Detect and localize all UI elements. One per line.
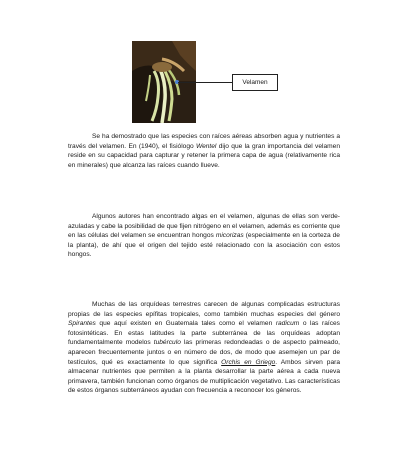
paragraph-algae [68,212,340,260]
paragraph-text: o las raíces fotosintéticas. En estas latitudes la parte subterránea de las orquídeas adoptan fundamentalmente modelos [68,320,340,347]
italic-term: micorizas [215,232,244,240]
paragraph-text: (especialmente en la corteza de la planta), de ahí que el origen del tejido esté relacionado con la asociación con estos hongos. [68,232,340,259]
paragraph-velamen-absorption [68,132,340,170]
callout-line [178,82,232,83]
paragraph-text: que aquí existen en Guatemala tales como el velamen [95,320,276,328]
paragraph-text: Muchas de las orquídeas terrestres carecen de algunas complicadas estructuras propias de las especies epífitas tropicales, como también muchas especies del género [68,301,340,318]
paragraph-text: Se ha demostrado que las especies con raíces aéreas absorben agua y nutrientes a través del velamen. En (1940), el fisiólogo [68,133,340,150]
paragraph-terrestrial-orchids [68,300,340,396]
paragraph-text: Algunos autores han encontrado algas en el velamen, algunas de ellas son verde-azuladas y cabe la posibilidad de que fijen nitrógeno en el velamen, además es corriente que en las células del velamen se encuentran hongos [68,213,340,240]
italic-term: tubérculo [153,339,181,347]
underlined-term: Orchis en Griego [221,358,276,366]
italic-term: radicum [275,320,300,328]
paragraph-text: . Ambos sirven para almacenar nutrientes que permiten a la planta desarrollar la parte aérea a cada nueva primavera, también funcionan como órganos de multiplicación vegetativo. Las características de estos órganos subterráneos ayudan con frecuencia a reconocer los géneros. [68,358,340,395]
italic-term: Spirantes [68,320,96,328]
paragraph-text: dijo que la gran importancia del velamen reside en su capacidad para capturar y retener la primera capa de agua (relativamente rica en minerales) que alcanza las raíces cuando llueve. [68,142,340,169]
velamen-label: Velamen [232,74,278,91]
italic-term: Wentel [195,142,217,150]
paragraph-text: las primeras redondeadas o de aspecto palmeado, aparecen frecuentemente juntos o en número de dos, de modo que asemejen un par de testículos, qué es exactamente lo que significa [68,339,340,366]
